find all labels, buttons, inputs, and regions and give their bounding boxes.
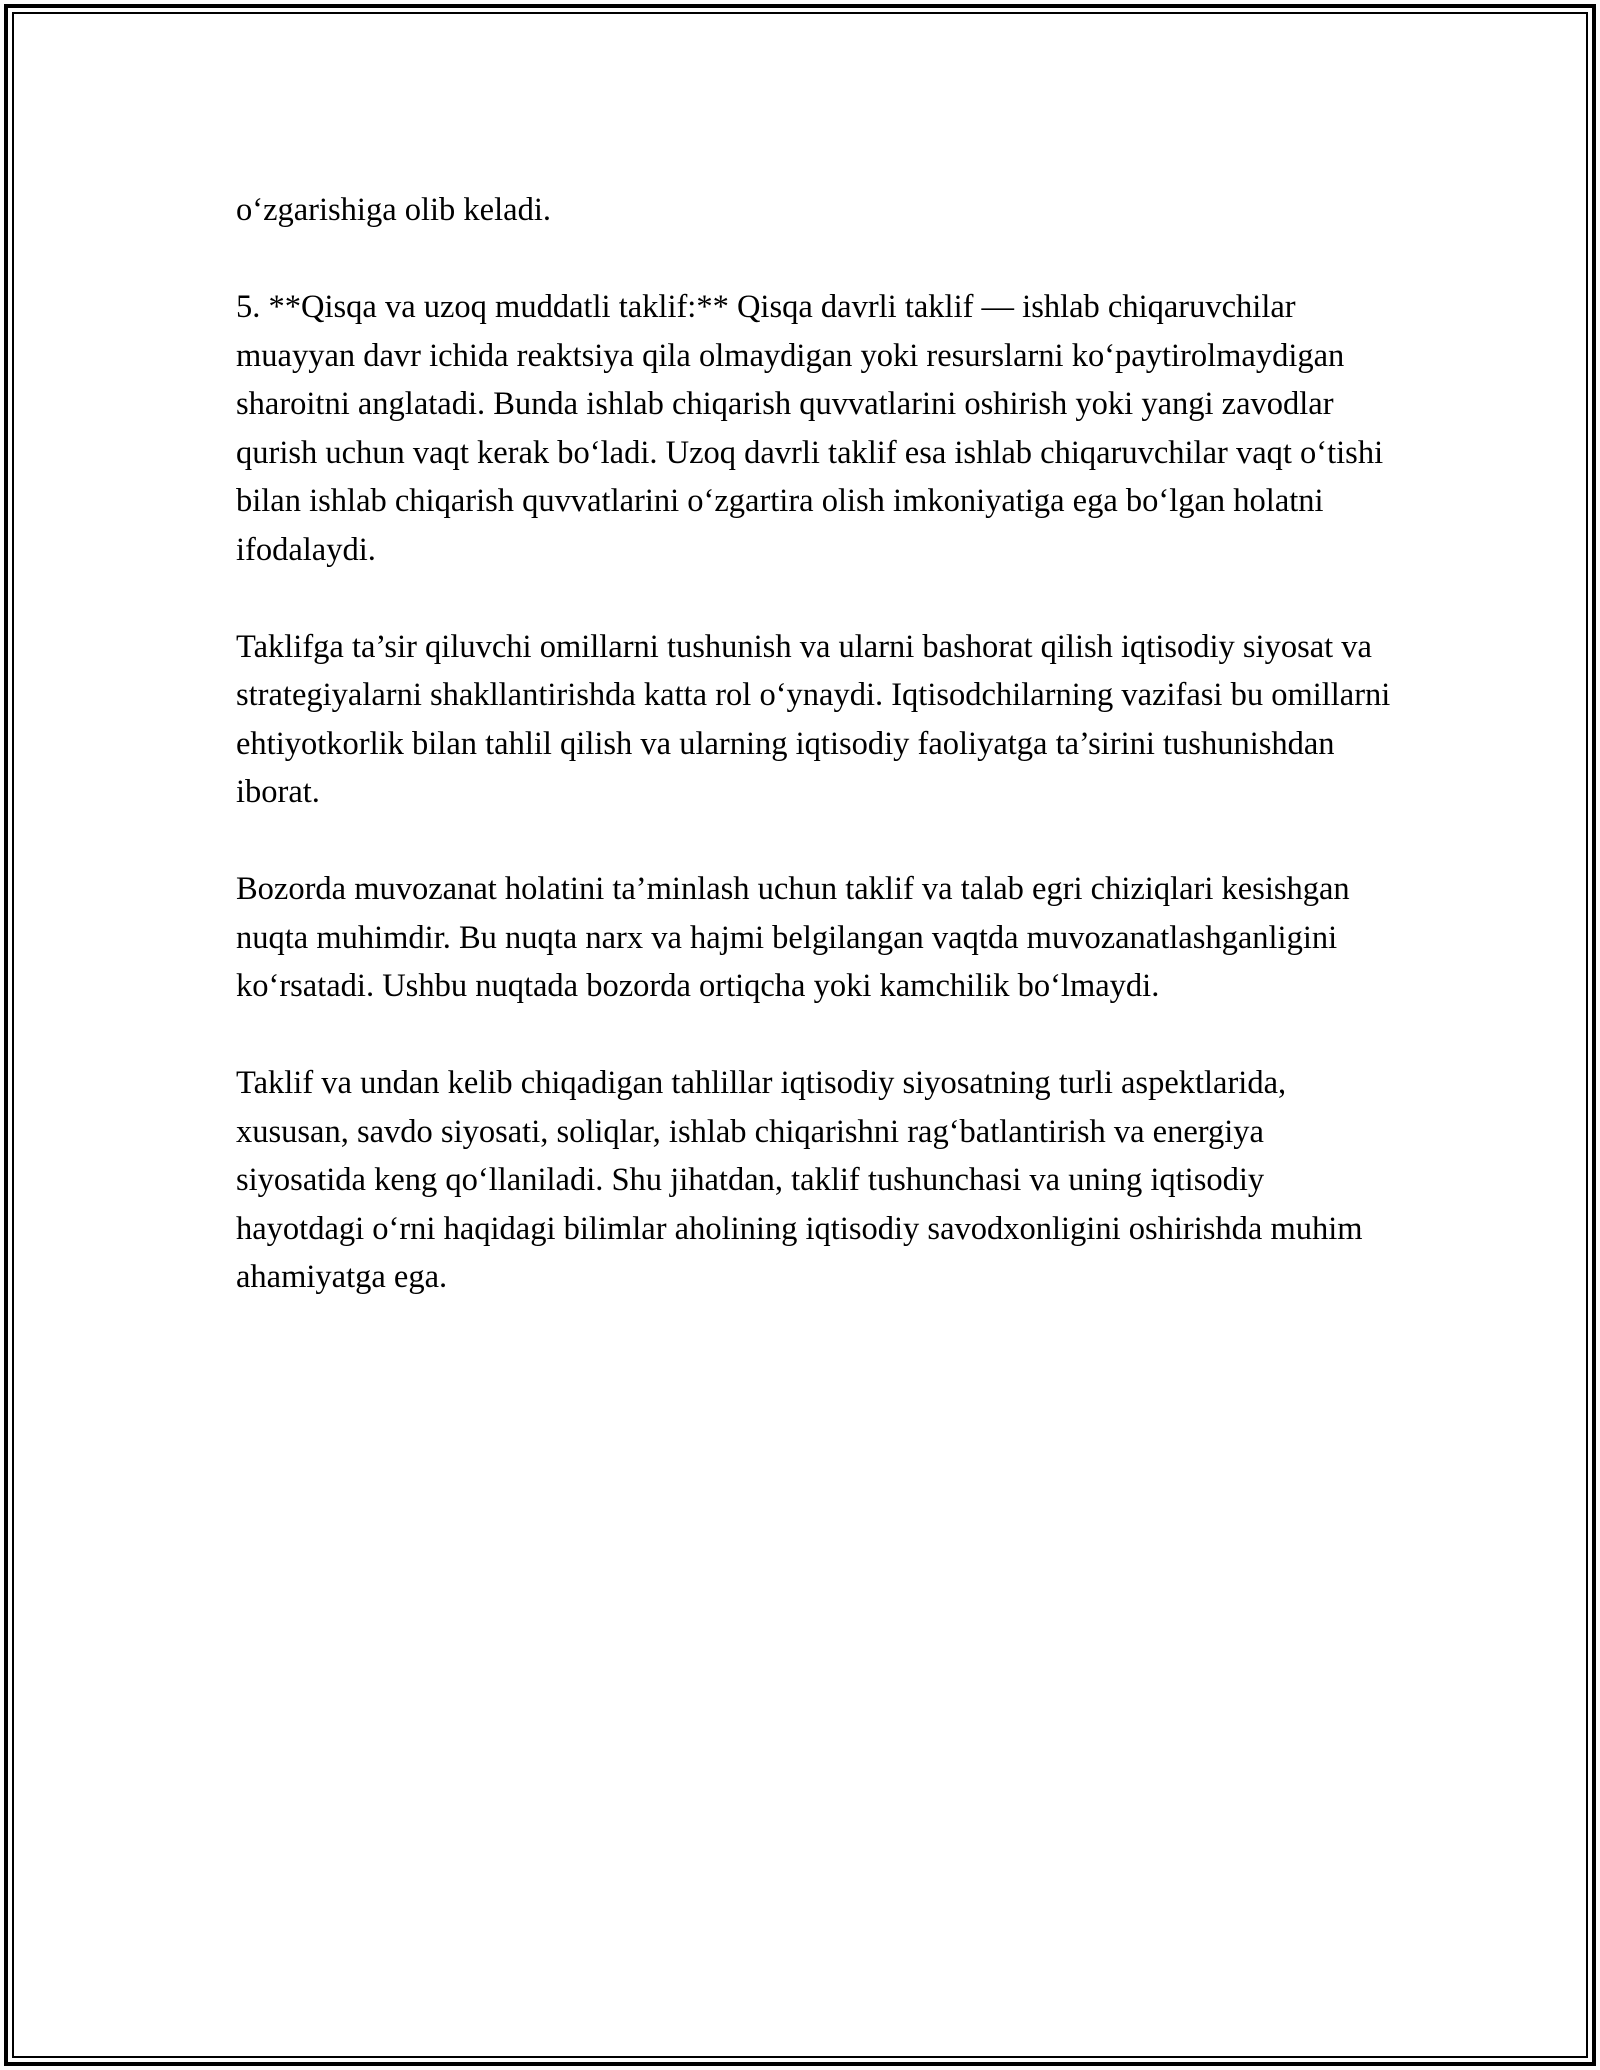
paragraph-market-equilibrium: Bozorda muvozanat holatini ta’minlash uchun taklif va talab egri chiziqlari kesishgan nuqta muhimdir. Bu nuqta narx va hajmi belgilangan vaqtda muvozanatlashganligini ko‘rsatadi. Ushbu nuqtada bozorda ortiqcha yoki kamchilik bo‘lmaydi.	[236, 871, 1350, 1004]
paragraph-short-long-term-supply: 5. **Qisqa va uzoq muddatli taklif:** Qisqa davrli taklif — ishlab chiqaruvchilar muayyan davr ichida reaktsiya qila olmaydigan yoki resurslarni ko‘paytirolmaydigan sharoitni anglatadi. Bunda ishlab chiqarish quvvatlarini oshirish yoki yangi zavodlar qurish uchun vaqt kerak bo‘ladi. Uzoq davrli taklif esa ishlab chiqaruvchilar vaqt o‘tishi bilan ishlab chiqarish quvvatlarini o‘zgartira olish imkoniyatiga ega bo‘lgan holatni ifodalaydi.	[236, 289, 1384, 568]
paragraph-supply-factors: Taklifga ta’sir qiluvchi omillarni tushunish va ularni bashorat qilish iqtisodiy siyosat va strategiyalarni shakllantirishda katta rol o‘ynaydi. Iqtisodchilarning vazifasi bu omillarni ehtiyotkorlik bilan tahlil qilish va ularning iqtisodiy faoliyatga ta’sirini tushunishdan iborat.	[236, 628, 1391, 810]
paragraph-continuation: o‘zgarishiga olib keladi.	[236, 192, 551, 228]
paragraph-policy-applications: Taklif va undan kelib chiqadigan tahlillar iqtisodiy siyosatning turli aspektlarida, xususan, savdo siyosati, soliqlar, ishlab chiqarishni rag‘batlantirish va energiya siyosatida keng qo‘llaniladi. Shu jihatdan, taklif tushunchasi va uning iqtisodiy hayotdagi o‘rni haqidagi bilimlar aholining iqtisodiy savodxonligini oshirishda muhim ahamiyatga ega.	[236, 1065, 1363, 1295]
document-body	[236, 186, 1396, 1350]
